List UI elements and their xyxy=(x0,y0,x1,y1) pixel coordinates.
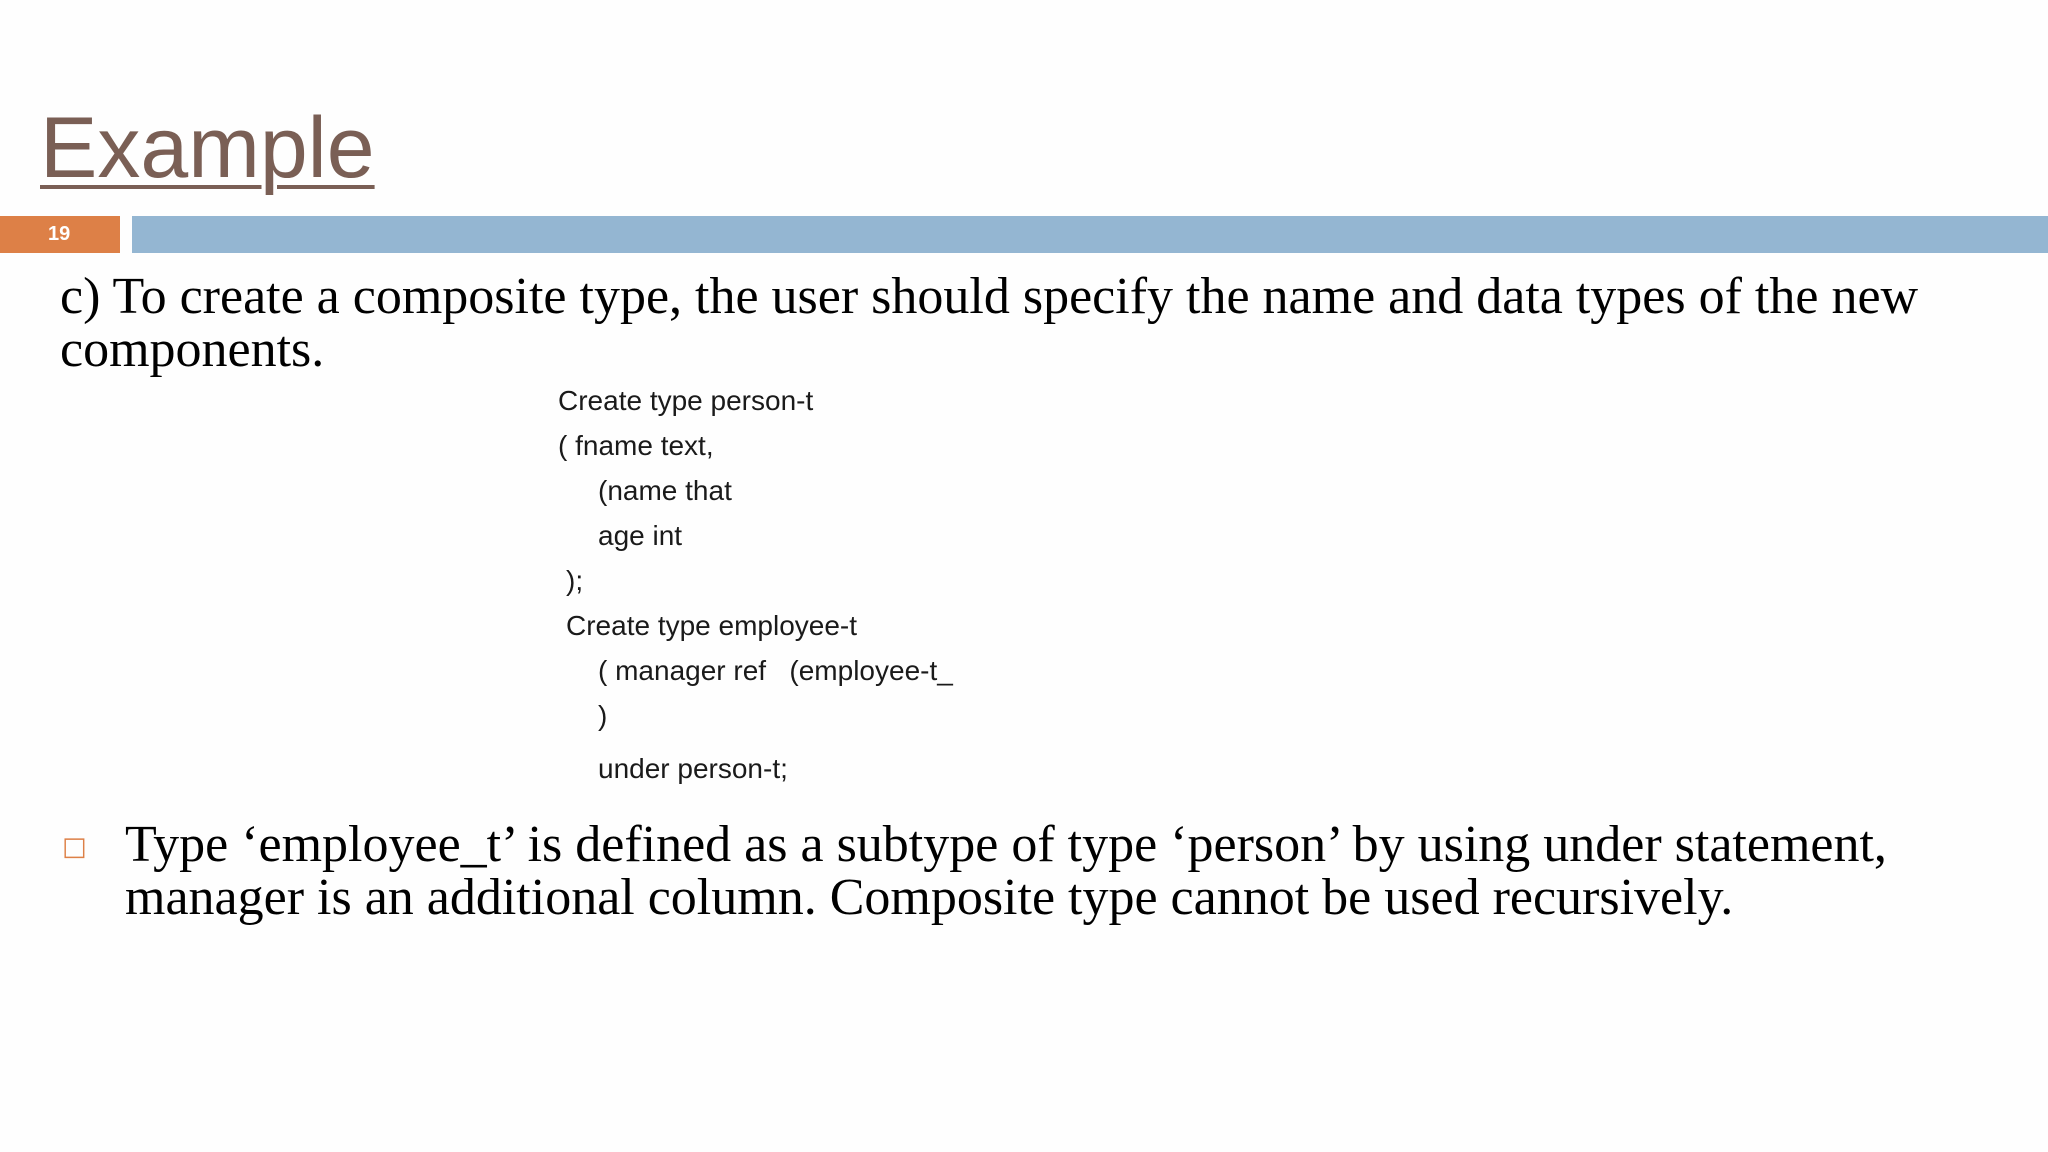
header-bar xyxy=(132,216,2048,253)
code-line: ( manager ref (employee-t_ xyxy=(598,655,953,686)
slide-number-badge: 19 xyxy=(0,216,120,253)
slide-title: Example xyxy=(40,100,375,196)
code-line: age int xyxy=(598,520,683,551)
code-line: under person-t; xyxy=(598,753,788,784)
code-line: (name that xyxy=(598,475,732,506)
code-line: ); xyxy=(566,565,584,596)
code-line: ) xyxy=(598,700,608,731)
square-bullet-icon: □ xyxy=(62,832,87,862)
intro-paragraph: c) To create a composite type, the user should specify the name and data types of the new components. xyxy=(60,268,1919,378)
bullet-paragraph: Type ‘employee_t’ is defined as a subtype of type ‘person’ by using under statement, manager is an additional column. Composite type cannot be used recursively. xyxy=(125,816,1887,926)
code-line: Create type employee-t xyxy=(566,610,858,641)
code-line: ( fname text, xyxy=(558,430,714,461)
code-line: Create type person-t xyxy=(558,385,814,416)
